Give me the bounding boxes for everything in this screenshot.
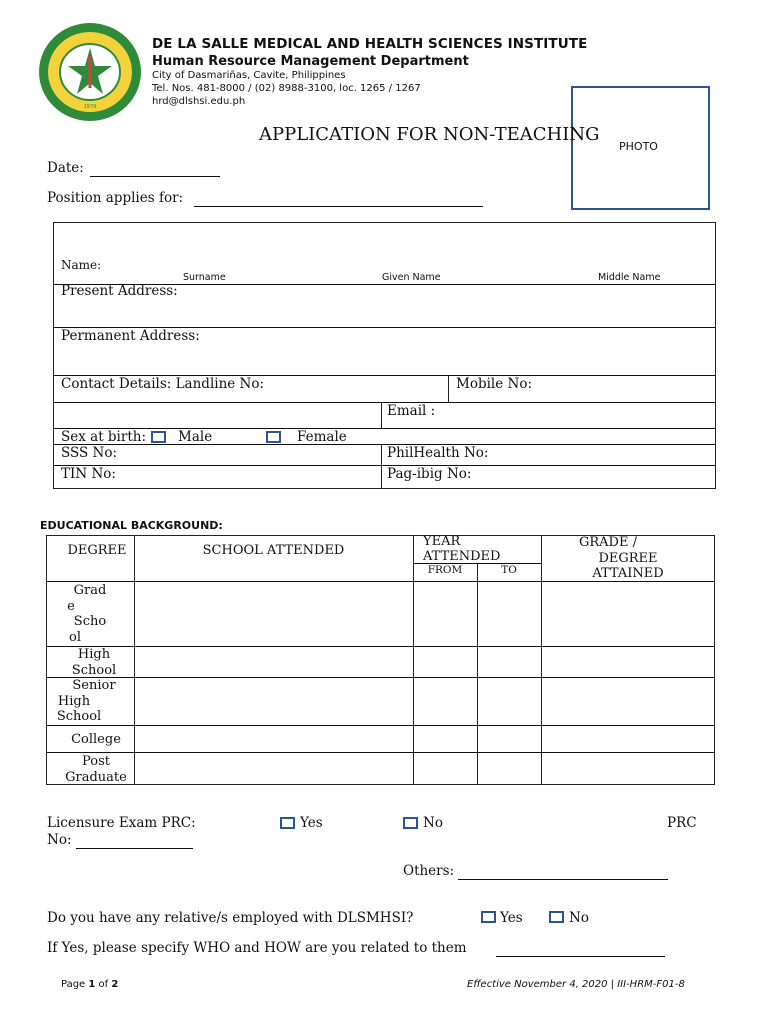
position-label: Position applies for: (47, 190, 184, 206)
col-degree: DEGREE (67, 543, 127, 558)
relatives-no-label: No (569, 910, 589, 926)
relatives-no-checkbox[interactable] (549, 911, 564, 923)
philhealth-label: PhilHealth No: (387, 445, 489, 461)
licensure-no-label: No (423, 815, 443, 831)
mobile-label: Mobile No: (456, 376, 532, 392)
surname-caption: Surname (183, 272, 226, 283)
institute-name: DE LA SALLE MEDICAL AND HEALTH SCIENCES INSTITUTE (152, 36, 588, 52)
sex-label: Sex at birth: (61, 429, 146, 445)
name-field[interactable] (54, 230, 714, 270)
male-label: Male (178, 429, 213, 445)
edu-row-grade-school: Grad e Scho ol (67, 583, 107, 645)
licensure-no-checkbox[interactable] (403, 817, 418, 829)
female-checkbox[interactable] (266, 431, 281, 443)
relatives-question: Do you have any relative/s employed with DLSMHSI? (47, 910, 414, 926)
col-grade-degree: GRADE / DEGREE ATTAINED (579, 535, 664, 581)
permanent-address-label: Permanent Address: (61, 328, 200, 344)
institute-email: hrd@dlshsi.edu.ph (152, 96, 246, 107)
svg-text:1979: 1979 (83, 104, 97, 110)
given-name-caption: Given Name (382, 272, 441, 283)
edu-row-high-school: High School (71, 647, 117, 678)
photo-label: PHOTO (619, 140, 658, 153)
relatives-yes-label: Yes (500, 910, 523, 926)
middle-name-caption: Middle Name (598, 272, 661, 283)
others-label: Others: (403, 863, 455, 879)
prc-label: PRC (667, 815, 697, 831)
position-field[interactable] (194, 206, 483, 207)
effective-date: Effective November 4, 2020 | III-HRM-F01-8 (467, 979, 685, 990)
sss-label: SSS No: (61, 445, 118, 461)
relatives-yes-checkbox[interactable] (481, 911, 496, 923)
pagibig-label: Pag-ibig No: (387, 466, 472, 482)
institute-logo (38, 22, 142, 122)
relatives-specify-label: If Yes, please specify WHO and HOW are you related to them (47, 940, 467, 956)
male-checkbox[interactable] (151, 431, 166, 443)
education-section-title: EDUCATIONAL BACKGROUND: (40, 519, 223, 532)
institute-phone: Tel. Nos. 481-8000 / (02) 8988-3100, loc. 1265 / 1267 (152, 83, 421, 94)
tin-label: TIN No: (61, 466, 116, 482)
present-address-label: Present Address: (61, 283, 178, 299)
col-year-line1: YEAR (423, 534, 461, 549)
col-year-line2: ATTENDED (423, 549, 501, 564)
email-label: Email : (387, 403, 436, 419)
department-name: Human Resource Management Department (152, 54, 469, 69)
prc-no-label: No: (47, 832, 72, 848)
edu-row-college: College (71, 732, 121, 747)
landline-label: Contact Details: Landline No: (61, 376, 265, 392)
edu-row-post-graduate: Post Graduate (65, 754, 127, 785)
name-label: Name: (61, 258, 102, 272)
licensure-yes-checkbox[interactable] (280, 817, 295, 829)
female-label: Female (297, 429, 347, 445)
date-field[interactable] (90, 176, 220, 177)
form-title: APPLICATION FOR NON-TEACHING (259, 124, 600, 145)
institute-city: City of Dasmariñas, Cavite, Philippines (152, 70, 346, 81)
col-school-attended: SCHOOL ATTENDED (202, 543, 345, 558)
prc-no-field[interactable] (76, 848, 193, 849)
others-field[interactable] (458, 879, 668, 880)
relatives-specify-field[interactable] (496, 956, 665, 957)
licensure-yes-label: Yes (300, 815, 323, 831)
page-number: Page 1 of 2 (61, 979, 119, 990)
col-to: TO (501, 564, 517, 576)
licensure-label: Licensure Exam PRC: (47, 815, 196, 831)
edu-row-senior-high: Senior High School (56, 678, 116, 724)
col-from: FROM (427, 564, 463, 576)
date-label: Date: (47, 160, 84, 176)
